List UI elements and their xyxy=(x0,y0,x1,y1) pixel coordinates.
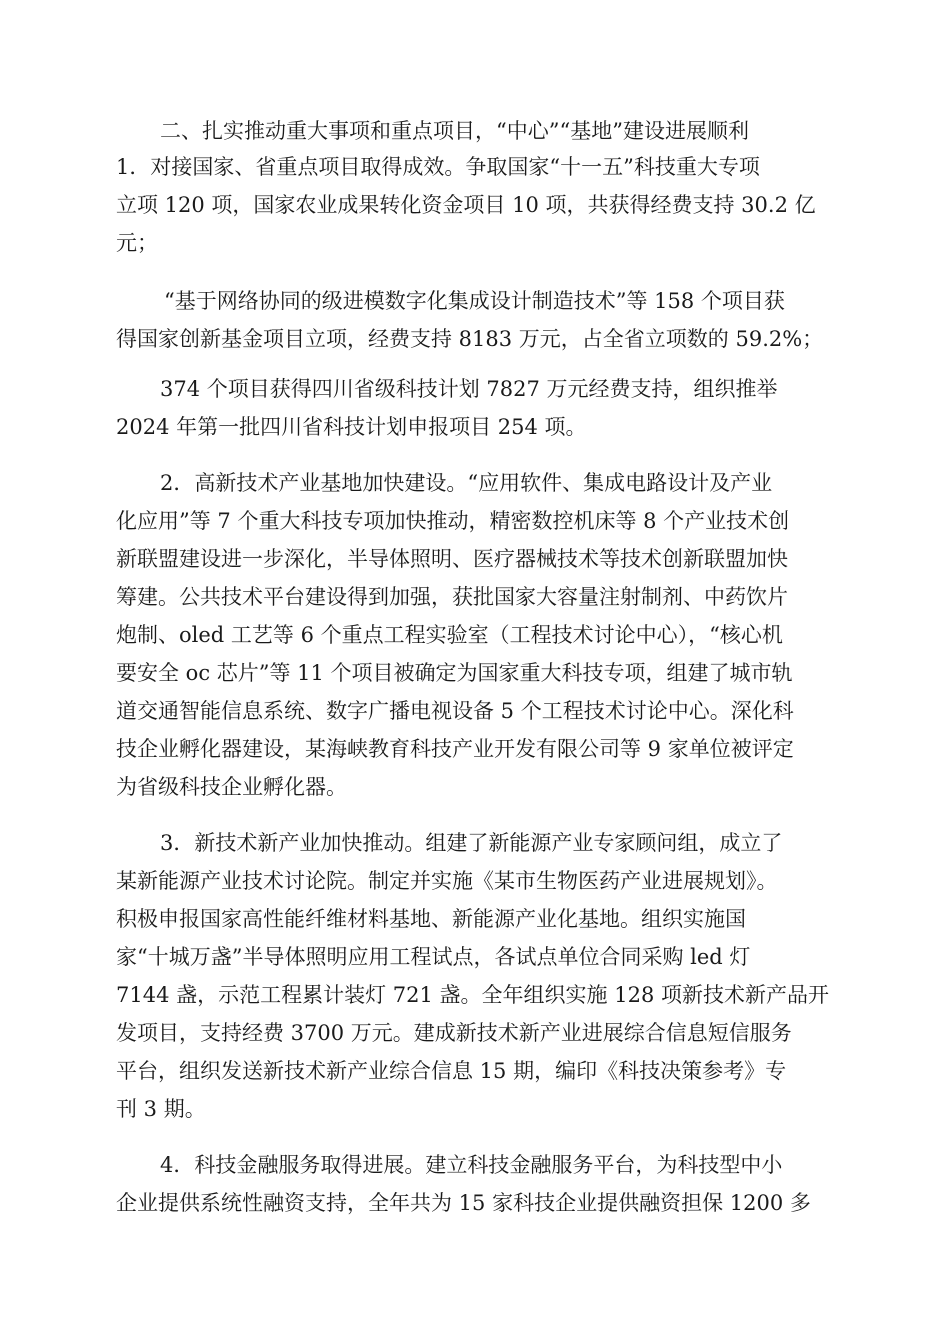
paragraph-line: 化应用”等 7 个重大科技专项加快推动，精密数控机床等 8 个产业技术创 xyxy=(116,509,790,533)
paragraph-line: 2．高新技术产业基地加快建设。“应用软件、集成电路设计及产业 xyxy=(160,471,773,495)
paragraph-line: 得国家创新基金项目立项，经费支持 8183 万元，占全省立项数的 59.2%； xyxy=(116,327,824,351)
paragraph-line: 平台，组织发送新技术新产业综合信息 15 期，编印《科技决策参考》专 xyxy=(116,1059,787,1083)
paragraph-line: 技企业孵化器建设，某海峡教育科技产业开发有限公司等 9 家单位被评定 xyxy=(116,737,794,761)
paragraph-line: 积极申报国家高性能纤维材料基地、新能源产业化基地。组织实施国 xyxy=(116,907,746,931)
paragraph-line: 企业提供系统性融资支持，全年共为 15 家科技企业提供融资担保 1200 多 xyxy=(116,1191,811,1215)
paragraph-line: “基于网络协同的级进模数字化集成设计制造技术”等 158 个项目获 xyxy=(164,289,785,313)
paragraph-line: 刊 3 期。 xyxy=(116,1097,206,1121)
paragraph-line: 1．对接国家、省重点项目取得成效。争取国家“十一五”科技重大专项 xyxy=(116,155,760,179)
paragraph-line: 家“十城万盏”半导体照明应用工程试点，各试点单位合同采购 led 灯 xyxy=(116,945,751,969)
paragraph-line: 立项 120 项，国家农业成果转化资金项目 10 项，共获得经费支持 30.2 亿 xyxy=(116,193,816,217)
paragraph-line: 4．科技金融服务取得进展。建立科技金融服务平台，为科技型中小 xyxy=(160,1153,783,1177)
paragraph-line: 3．新技术新产业加快推动。组建了新能源产业专家顾问组，成立了 xyxy=(160,831,783,855)
section-heading: 二、扎实推动重大事项和重点项目，“中心”“基地”建设进展顺利 xyxy=(160,119,749,143)
paragraph-line: 发项目，支持经费 3700 万元。建成新技术新产业进展综合信息短信服务 xyxy=(116,1021,792,1045)
paragraph-line: 2024 年第一批四川省科技计划申报项目 254 项。 xyxy=(116,415,587,439)
paragraph-line: 元； xyxy=(116,231,158,255)
paragraph-line: 7144 盏，示范工程累计装灯 721 盏。全年组织实施 128 项新技术新产品开 xyxy=(116,983,829,1007)
paragraph-line: 筹建。公共技术平台建设得到加强，获批国家大容量注射制剂、中药饮片 xyxy=(116,585,788,609)
paragraph-line: 某新能源产业技术讨论院。制定并实施《某市生物医药产业进展规划》。 xyxy=(116,869,778,893)
paragraph-line: 374 个项目获得四川省级科技计划 7827 万元经费支持，组织推举 xyxy=(160,377,778,401)
paragraph-line: 道交通智能信息系统、数字广播电视设备 5 个工程技术讨论中心。深化科 xyxy=(116,699,794,723)
paragraph-line: 新联盟建设进一步深化，半导体照明、医疗器械技术等技术创新联盟加快 xyxy=(116,547,788,571)
paragraph-line: 炮制、oled 工艺等 6 个重点工程实验室（工程技术讨论中心），“核心机 xyxy=(116,623,783,647)
paragraph-line: 为省级科技企业孵化器。 xyxy=(116,775,347,799)
paragraph-line: 要安全 oc 芯片”等 11 个项目被确定为国家重大科技专项，组建了城市轨 xyxy=(116,661,793,685)
